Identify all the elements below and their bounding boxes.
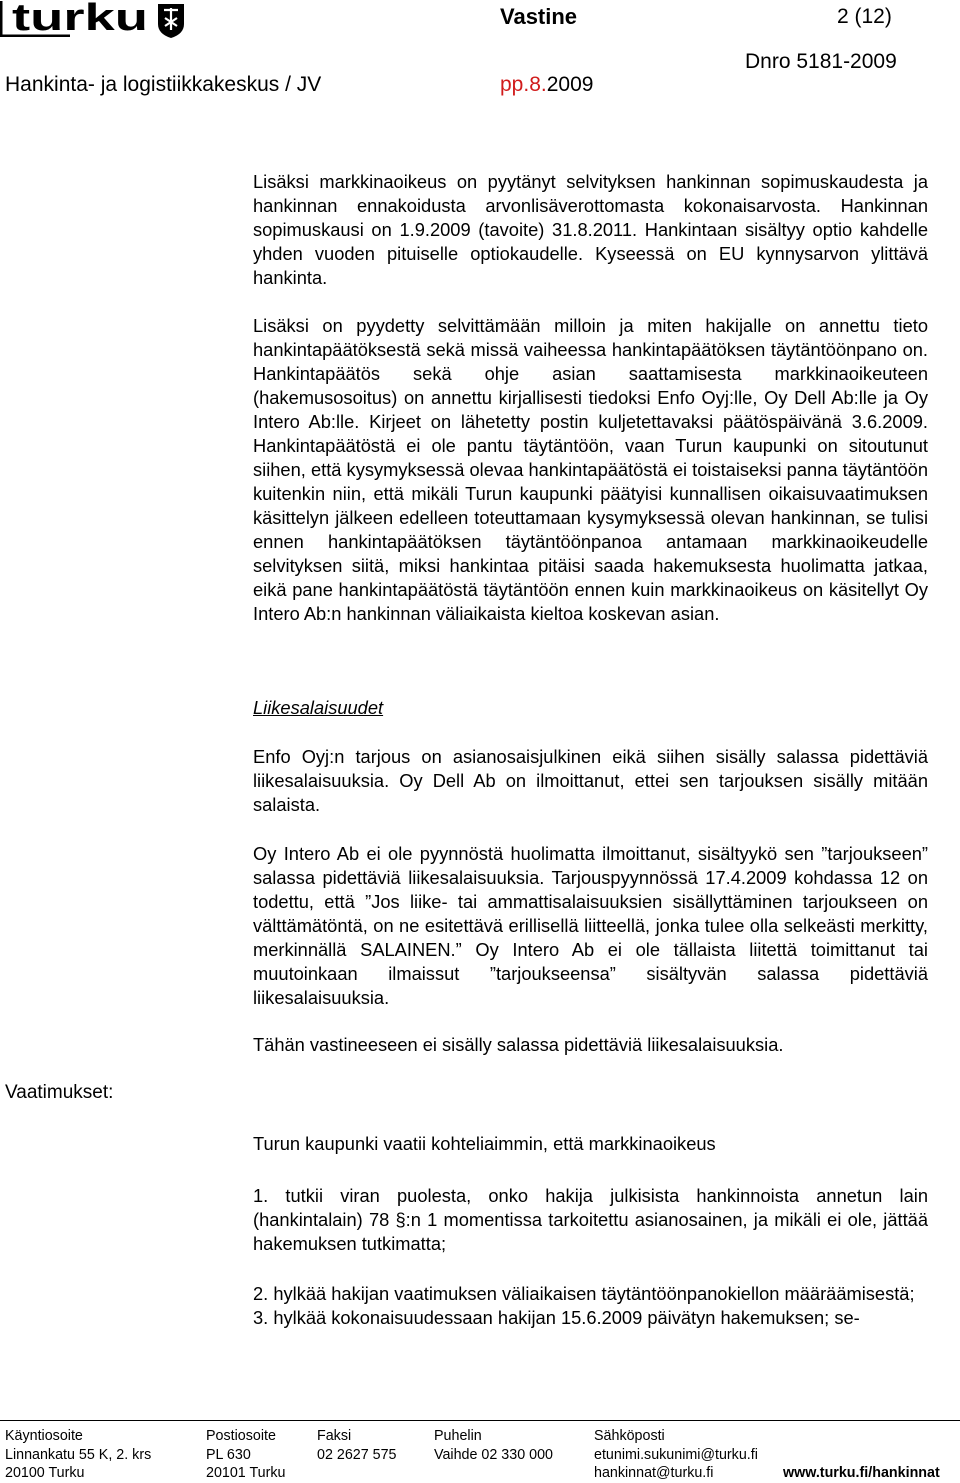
footer-label: Sähköposti	[594, 1428, 665, 1444]
footer-value: 20100 Turku	[5, 1465, 85, 1481]
footer-visit-address	[5, 1427, 151, 1483]
footer-label: Postiosoite	[206, 1428, 276, 1444]
footer-label: Puhelin	[434, 1428, 482, 1444]
section-heading-trade-secrets: Liikesalaisuudet	[253, 697, 384, 718]
logo-wordmark: turku	[12, 0, 148, 39]
paragraph-intero: Oy Intero Ab ei ole pyynnöstä huolimatta ilmoittanut, sisältyykö sen ”tarjoukseen” salassa pidettäviä liikesalaisuuksia. Tarjouspyynnössä 17.4.2009 kohdassa 12 on todettu, että ”Jos liike- tai ammattisalaisuuksien sisällyttäminen tarjoukseen on välttämätöntä, on ne esitettävä erillisellä liitteellä, jonka tulee olla selkeästi merkitty, merkinnällä SALAINEN.” Oy Intero Ab ei ole tällaista liitettä toimittanut tai muutoinkaan ilmaissut ”tarjoukseensa” sisältyvän salassa pidettäviä liikesalaisuuksia.	[253, 843, 928, 1008]
footer-label: Faksi	[317, 1428, 352, 1444]
paragraph-enfo-dell: Enfo Oyj:n tarjous on asianosaisjulkinen eikä siihen sisälly salassa pidettäviä liikesalaisuuksia. Oy Dell Ab on ilmoittanut, ettei sen tarjouksen sisälly mitään salaista.	[253, 746, 928, 815]
footer-email	[594, 1427, 758, 1483]
turku-logo	[0, 0, 190, 40]
footer-value: etunimi.sukunimi@turku.fi	[594, 1446, 758, 1463]
paragraph-contract-period: Lisäksi markkinaoikeus on pyytänyt selvityksen hankinnan sopimuskaudesta ja hankinnan ennakoidusta arvonlisäverottomasta kokonaisarvosta. Hankinnan sopimuskausi on 1.9.2009 (tavoite) 31.8.2011. Hankintaan sisältyy optio kahdelle yhden vuoden pituiselle optiokaudelle. Kyseessä on EU kynnysarvon ylittävä hankinta.	[253, 171, 928, 288]
footer-label: Käyntiosoite	[5, 1428, 83, 1444]
footer-value: 02 2627 575	[317, 1446, 397, 1463]
requirement-item-2: 2. hylkää hakijan vaatimuksen väliaikaisen täytäntöönpanokiellon määräämisestä;	[253, 1283, 915, 1304]
page-number: 2 (12)	[837, 5, 892, 28]
requirements-label: Vaatimukset:	[5, 1082, 114, 1103]
footer-fax	[317, 1427, 397, 1464]
paragraph-decision-notice: Lisäksi on pyydetty selvittämään milloin ja miten hakijalle on annettu tieto hankintapäätöksestä sekä missä vaiheessa hankintapäätöksen täytäntöönpano on. Hankintapäätös sekä ohje asian saattamisesta markkinaoikeuteen (hakemusosoitus) on annettu kirjallisesti tiedoksi Enfo Oyj:lle, Oy Dell Ab:lle ja Oy Intero Ab:lle. Kirjeet on lähetetty postin kuljetettavaksi päätöspäivänä 3.6.2009. Hankintapäätöstä ei ole pantu täytäntöön, vaan Turun kaupunki on sitoutunut siihen, että kysymyksessä olevaa hankintapäätöstä ei toistaiseksi panna täytäntöön kuitenkin niin, että mikäli Turun kaupunki päätyisi kunnallisen oikaisuvaatimuksen käsittelyn jälkeen edelleen toteuttamaan kysymyksessä olevan hankinnan, se tulisi ennen hankintapäätöksen täytäntöönpanoa antamaan markkinaoikeudelle selvityksen siitä, miksi hankintaa pitäisi saada hakemuksesta huolimatta jatkaa, eikä pane hankintapäätöstä täytäntöön ennen kuin markkinaoikeus on käsitellyt Oy Intero Ab:n hankinnan väliaikaista kieltoa koskevan asian.	[253, 315, 928, 624]
document-date	[500, 73, 593, 97]
requirement-item-1: 1. tutkii viran puolesta, onko hakija julkisista hankinnoista annetun lain (hankintalain) 78 §:n 1 momentissa tarkoitettu asianosainen, ja mikäli ei ole, jättää hakemuksen tutkimatta;	[253, 1185, 928, 1254]
footer-postal-address	[206, 1427, 285, 1483]
diary-number: Dnro 5181-2009	[745, 50, 897, 73]
requirement-item-3: 3. hylkää kokonaisuudessaan hakijan 15.6.2009 päivätyn hakemuksen; se-	[253, 1307, 860, 1328]
date-prefix: pp.8.	[500, 73, 547, 96]
footer-divider	[0, 1420, 960, 1421]
department: Hankinta- ja logistiikkakeskus / JV	[5, 73, 322, 96]
coat-of-arms-icon	[158, 4, 184, 38]
document-title: Vastine	[500, 4, 578, 29]
footer-value: Linnankatu 55 K, 2. krs	[5, 1446, 152, 1463]
date-year: 2009	[546, 73, 594, 96]
footer-value: hankinnat@turku.fi	[594, 1465, 714, 1481]
footer-value: 20101 Turku	[206, 1465, 286, 1481]
footer-website-link[interactable]: www.turku.fi/hankinnat	[783, 1465, 940, 1481]
paragraph-no-secrets: Tähän vastineeseen ei sisälly salassa pidettäviä liikesalaisuuksia.	[253, 1034, 784, 1055]
footer-value: Vaihde 02 330 000	[434, 1446, 553, 1463]
footer-phone	[434, 1427, 553, 1464]
footer-value: PL 630	[206, 1446, 251, 1463]
paragraph-requirements-intro: Turun kaupunki vaatii kohteliaimmin, että markkinaoikeus	[253, 1133, 716, 1154]
